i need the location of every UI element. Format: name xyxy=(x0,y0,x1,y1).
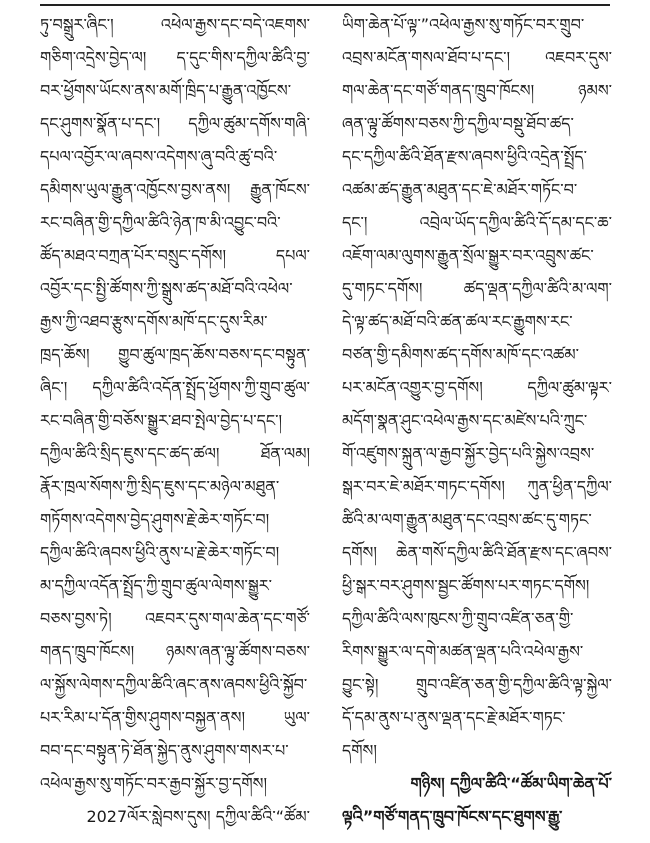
paragraph-end-line: དགོས། xyxy=(342,741,377,760)
text-line: དང་དཀྱིལ་ཚིའི་ཐོན་རྫས་ཞབས་ཕྱིའི་འདྲེན་སྤྲོད་ xyxy=(342,147,587,166)
text-line: ཚིའི་མ་ལག་རྒྱུན་མཐུན་དང་འབྲས་ཚང་དུ་གཏང་ xyxy=(342,510,592,529)
text-line: བཙན་གྱི་དམིགས་ཚད་དགོས་མཁོ་དང་འཚམ་ xyxy=(342,345,579,364)
text-line: འཇོག་ལམ་ལུགས་རྒྱུན་སྲོལ་སྒྱུར་བར་འབྲུས་ཚང་ xyxy=(342,246,594,265)
text-line: བར་ཕྱོགས་ཡོངས་ནས་མགོ་ཁྲིད་པ་རྒྱུན་འཁྱོངས་ xyxy=(40,81,292,100)
text-line: དེ་ལྟ་ཚད་མཐོ་བའི་ཚན་ཚལ་རང་རྒྱུགས་རང་ xyxy=(342,312,573,331)
text-line: མ་དཀྱིལ་འདོན་སྤྲོད་ཀྱི་གྲུབ་ཚུལ་ལེགས་སྒྱུར་ xyxy=(40,576,273,595)
text-line: གལ་ཆེན་དང་གཙོ་གནད་ཁྲུབ་ཁོངས། ཉམས་ xyxy=(342,81,612,100)
text-line: དགོས། ཆེན་གསོ་དཀྱིལ་ཚིའི་ཐོན་རྫས་དང་ཞབས་ xyxy=(342,543,612,562)
text-line: གོ་འཛུགས་སྐྲུན་ལ་རྒྱབ་སྐྱོར་བྱེད་པའི་སྐྱེས་འབྲས་ xyxy=(342,444,595,463)
paragraph-end-line: འཕེལ་རྒྱས་སུ་གཏོང་བར་རྒྱབ་སྐྱོར་བྱ་དགོས། xyxy=(40,774,268,793)
text-line: ལ་སྐྱོས་ལེགས་དཀྱིལ་ཚིའི་ཞང་ནས་ཞབས་ཕྱིའི་སྐྱོབ་ xyxy=(40,675,308,694)
text-line: དཀྱིལ་ཚིའི་ཞབས་ཕྱིའི་ནུས་པ་རྗེ་ཆེར་གཏོང་བ། xyxy=(40,543,280,562)
text-line: གནད་ཁྲུབ་ཁོངས། ཉམས་ཞན་ལྟུ་ཚོགས་བཅས་ xyxy=(40,642,310,661)
text-line: དཀྱིལ་ཚིའི་ལས་ཁུངས་ཀྱི་གྲུབ་འཛིན་ཅན་གྱི་ xyxy=(342,609,574,628)
text-line: སྒར་བར་ཇེ་མཐོར་གཏང་དགོས། ཀུན་ཕྱིན་དཀྱིལ་ xyxy=(342,477,612,496)
text-line: དོ་དམ་ནུས་པ་ནུས་ལྡན་དང་རྗེ་མཐོར་གཏང་ xyxy=(342,708,566,727)
text-line: དང་ཤུགས་སྣོན་པ་དང་། དཀྱིལ་ཚུམ་དགོས་གཞི་ xyxy=(40,114,310,133)
text-line: ཡིག་ཆེན་པོ་ལྟ་”འཕེལ་རྒྱས་སུ་གཏོང་བར་གྲུབ་ xyxy=(342,15,585,34)
text-line: དཀྱིལ་ཚིའི་སྲིད་ཇུས་དང་ཚད་ཚལ། ཐོན་ལམ། xyxy=(40,444,310,463)
text-line: རང་བཞིན་གྱི་བཅོས་སྒྱུར་ཐབ་སྤེལ་བྱེད་པ་དང་། xyxy=(40,411,283,430)
text-line: གཅིག་འདྲེས་བྱེད་ལ། ད་དུང་གིས་དཀྱིལ་ཚིའི་བྱ་ xyxy=(40,48,310,67)
text-line: བཅས་བྱས་ཏེ། འཇབར་དུས་གལ་ཆེན་དང་གཙོ་ xyxy=(40,609,310,628)
text-line: གཏོགས་འདེགས་བྱེད་ཤུགས་རྗེ་ཆེར་གཏོང་བ། xyxy=(40,510,270,529)
text-line: ཕྱི་སྒར་བར་ཤུགས་སྦྱང་ཚོགས་པར་གཏང་དགོས། xyxy=(342,576,590,595)
text-line: དམིགས་ཡུལ་རྒྱུན་འཁྱོངས་བྱས་ནས། རྒྱུན་ཁོངས་ xyxy=(40,180,310,199)
text-line: དང་། འབྲེལ་ཡོད་དཀྱིལ་ཚིའི་དོ་དམ་དང་ཆ་ xyxy=(342,213,612,232)
section-heading-continued: ལྟའི”གཙོ་གནད་ཁྲུབ་ཁོངས་དང་ཐུགས་རྒྱུ་ xyxy=(342,807,563,826)
text-line: རིགས་སྒྱུར་ལ་དགེ་མཚན་ལྡན་པའི་འཕེལ་རྒྱས་ xyxy=(342,642,584,661)
text-line: ཏུ་བསྒྲུར་ཞིང་། འཕེལ་རྒྱས་དང་བདེ་འཇགས་ xyxy=(40,15,310,34)
left-column xyxy=(40,8,310,838)
text-line: རང་བཞིན་གྱི་དཀྱིལ་ཚིའི་ཉེན་ཁ་མི་འབྱུང་བའི་ xyxy=(40,213,281,232)
text-line: པར་མངོན་འགྱུར་བྱ་དགོས། དཀྱིལ་ཚུམ་ལྟར་ xyxy=(342,378,612,397)
text-line: ཞན་ལྟུ་ཚོགས་བཅས་ཀྱི་དཀྱིལ་བསྡུ་ཐོབ་ཚད་ xyxy=(342,114,574,133)
text-line: ཞིང་། དཀྱིལ་ཚིའི་འདོན་སྤྲོད་ཕྱོགས་ཀྱི་གྲུབ་ཚུལ་ xyxy=(40,378,310,397)
text-line: བྱུང་སྟེ། གྲུབ་འཛིན་ཅན་གྱི་དཀྱིལ་ཚིའི་ལྟ་སྐྱེལ་ xyxy=(342,675,612,694)
text-line: འབྱོར་དང་སྤྱི་ཚོགས་ཀྱི་སྒྲུས་ཚད་མཐོ་བའི་འཕེལ་ xyxy=(40,279,293,298)
text-line: ཁྲད་ཆོས། གྱུབ་ཚུལ་ཁྲད་ཆོས་བཅས་དང་བསྟུན་ xyxy=(40,345,310,364)
text-line: མདོག་སྣན་ཤུང་འཕེལ་རྒྱས་དང་མཛེས་པའི་ཀྲུང་ xyxy=(342,411,588,430)
text-line: དུ་གཏང་དགོས། ཚད་ལྡན་དཀྱིལ་ཚིའི་མ་ལག་ xyxy=(342,279,612,298)
text-line: པར་རིམ་པ་དོན་གྱིས་ཤུགས་བསྐྱན་ནས། ཡུལ་ xyxy=(40,708,310,727)
year-line: 2027ལོར་སླེབས་དུས། དཀྱིལ་ཚིའི་“ཚོམ་ xyxy=(86,807,310,826)
top-rule xyxy=(40,4,610,6)
text-line: རྣོར་ཁྲལ་སོགས་ཀྱི་སྲིད་ཇུས་དང་མཉེལ་མཐུན་ xyxy=(40,477,280,496)
section-heading: གཉིས། དཀྱིལ་ཚིའི་“ཚོམ་ཡིག་ཆེན་པོ་ xyxy=(410,774,612,793)
text-line: འཚམ་ཚད་རྒྱུན་མཐུན་དང་ཇེ་མཐོར་གཏོང་བ་ xyxy=(342,180,578,199)
text-line: བབ་དང་བསྟུན་ཏེ་ཐོན་སྐྱེད་ནུས་ཤུགས་གསར་པ་ xyxy=(40,741,289,760)
text-line: རྒྱས་ཀྱི་འཐབ་རྩུས་དགོས་མཁོ་དང་དུས་རིམ་ xyxy=(40,312,268,331)
text-line: འབྲས་མངོན་གསལ་ཐོབ་པ་དང་། འཇབར་དུས་ xyxy=(342,48,612,67)
text-line: ཚོད་མཐའ་བཀྲན་པོར་བསྲུང་དགོས། དཔལ་ xyxy=(40,246,310,265)
right-column xyxy=(342,8,612,838)
text-line: དཔལ་འབྱོར་ལ་ཞབས་འདེགས་ཞུ་བའི་ཚུ་བའི་ xyxy=(40,147,278,166)
